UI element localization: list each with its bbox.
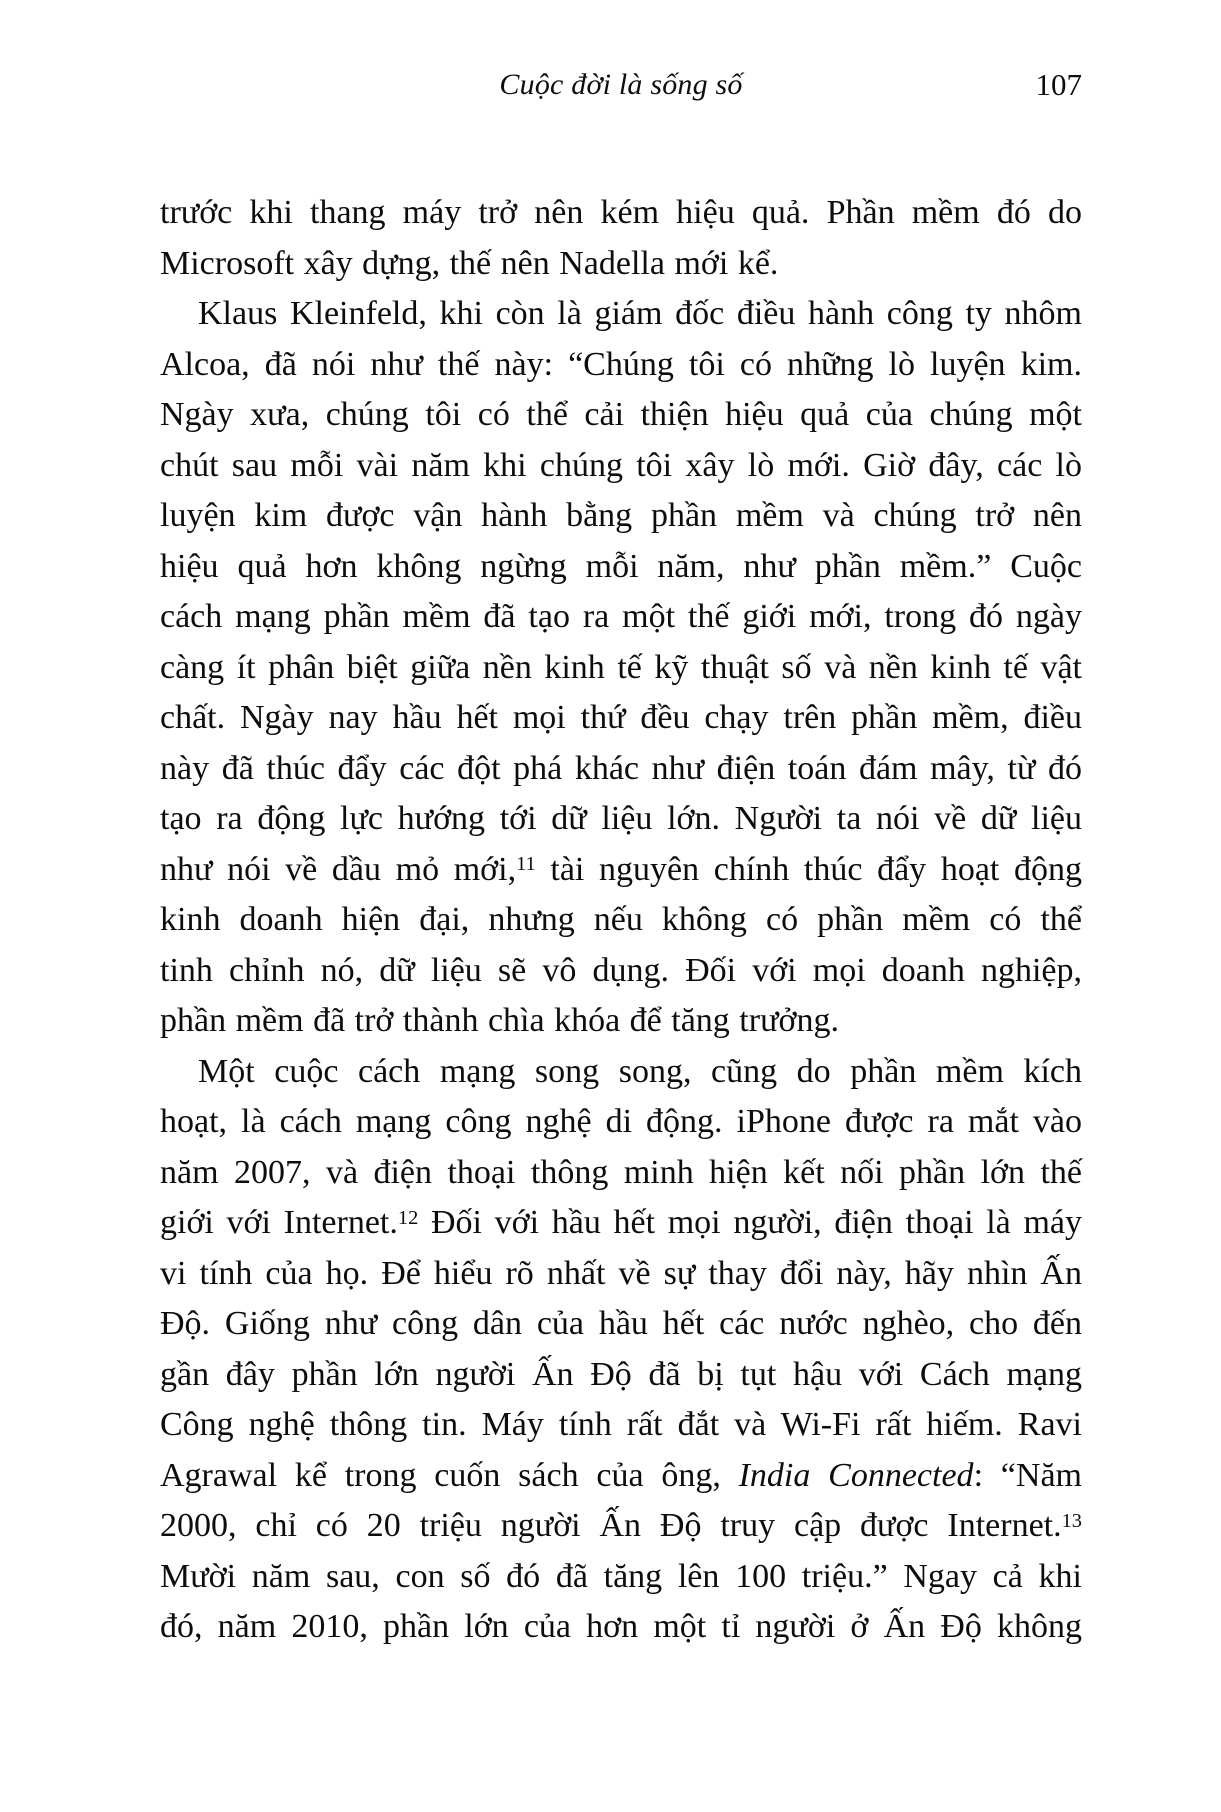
body-text [160, 188, 1082, 1653]
text-line [160, 1097, 1082, 1148]
running-header [160, 64, 1082, 106]
text-line [160, 1148, 1082, 1199]
text-line [160, 693, 1082, 744]
text-line [160, 946, 1082, 997]
text-segment: như nói về dầu mỏ mới, [160, 850, 517, 888]
text-segment: chút sau mỗi vài năm khi chúng tôi xây lò mới. Giờ đây, các lò [160, 446, 1082, 484]
text-segment: Độ. Giống như công dân của hầu hết các nước nghèo, cho đến [160, 1305, 1082, 1342]
running-title: Cuộc đời là sống số [499, 68, 743, 101]
text-line [160, 542, 1082, 593]
text-line [160, 1047, 1082, 1098]
text-segment: tài nguyên chính thúc đẩy hoạt động [535, 850, 1083, 888]
text-segment: kinh doanh hiện đại, nhưng nếu không có phần mềm có thể [160, 901, 1082, 938]
text-line [160, 289, 1082, 340]
text-line [160, 1552, 1082, 1603]
text-segment: tạo ra động lực hướng tới dữ liệu lớn. Người ta nói về dữ liệu [160, 800, 1082, 837]
text-line [160, 1501, 1082, 1552]
text-line [160, 895, 1082, 946]
text-line [160, 390, 1082, 441]
text-segment: Công nghệ thông tin. Máy tính rất đắt và Wi-Fi rất hiếm. Ravi [160, 1406, 1082, 1443]
text-segment: phần mềm đã trở thành chìa khóa để tăng trưởng. [160, 1002, 839, 1039]
text-segment: cách mạng phần mềm đã tạo ra một thế giới mới, trong đó ngày [160, 598, 1082, 635]
text-line [160, 1400, 1082, 1451]
text-segment: càng ít phân biệt giữa nền kinh tế kỹ thuật số và nền kinh tế vật [160, 648, 1082, 686]
text-line [160, 1198, 1082, 1249]
text-segment: luyện kim được vận hành bằng phần mềm và chúng trở nên [160, 497, 1082, 534]
text-line [160, 188, 1082, 239]
text-segment: gần đây phần lớn người Ấn Độ đã bị tụt hậu với Cách mạng [160, 1355, 1082, 1393]
text-segment: Klaus Kleinfeld, khi còn là giám đốc điều hành công ty nhôm [198, 295, 1082, 332]
text-line [160, 1350, 1082, 1401]
text-segment: India Connected [738, 1456, 974, 1494]
text-line [160, 592, 1082, 643]
text-segment: Ngày xưa, chúng tôi có thể cải thiện hiệu quả của chúng một [160, 396, 1082, 433]
text-segment: giới với Internet. [160, 1204, 398, 1241]
page-number: 107 [1035, 67, 1082, 102]
text-segment: hoạt, là cách mạng công nghệ di động. iPhone được ra mắt vào [160, 1103, 1082, 1140]
text-line [160, 340, 1082, 391]
text-segment: : “Năm [973, 1456, 1082, 1494]
text-line [160, 1299, 1082, 1350]
footnote-marker: 12 [397, 1206, 419, 1229]
text-line [160, 441, 1082, 492]
text-segment: chất. Ngày nay hầu hết mọi thứ đều chạy trên phần mềm, điều [160, 699, 1082, 736]
text-line [160, 239, 1082, 290]
text-segment: Một cuộc cách mạng song song, cũng do phần mềm kích [198, 1052, 1082, 1090]
text-segment: trước khi thang máy trở nên kém hiệu quả. Phần mềm đó do [160, 194, 1082, 231]
footnote-marker: 13 [1061, 1509, 1082, 1532]
text-segment: vi tính của họ. Để hiểu rõ nhất về sự thay đổi này, hãy nhìn Ấn [160, 1254, 1082, 1292]
text-segment: Đối với hầu hết mọi người, điện thoại là máy [418, 1204, 1082, 1241]
text-segment: Mười năm sau, con số đó đã tăng lên 100 triệu.” Ngay cả khi [160, 1557, 1082, 1595]
text-line [160, 643, 1082, 694]
text-segment: đó, năm 2010, phần lớn của hơn một tỉ người ở Ấn Độ không [160, 1608, 1082, 1645]
footnote-marker: 11 [516, 853, 536, 876]
text-segment: Alcoa, đã nói như thế này: “Chúng tôi có những lò luyện kim. [160, 345, 1082, 383]
text-segment: 2000, chỉ có 20 triệu người Ấn Độ truy cập được Internet. [160, 1507, 1062, 1544]
text-segment: hiệu quả hơn không ngừng mỗi năm, như phần mềm.” Cuộc [160, 547, 1082, 585]
text-line [160, 1249, 1082, 1300]
text-line [160, 794, 1082, 845]
text-segment: này đã thúc đẩy các đột phá khác như điện toán đám mây, từ đó [160, 749, 1082, 787]
text-line [160, 744, 1082, 795]
text-line [160, 1602, 1082, 1653]
text-segment: Agrawal kể trong cuốn sách của ông, [160, 1456, 739, 1494]
text-line [160, 996, 1082, 1047]
text-segment: Microsoft xây dựng, thế nên Nadella mới kể. [160, 244, 779, 282]
text-line [160, 845, 1082, 896]
text-segment: năm 2007, và điện thoại thông minh hiện kết nối phần lớn thế [160, 1153, 1082, 1191]
text-segment: tinh chỉnh nó, dữ liệu sẽ vô dụng. Đối với mọi doanh nghiệp, [160, 951, 1082, 989]
text-line [160, 491, 1082, 542]
text-line [160, 1451, 1082, 1502]
